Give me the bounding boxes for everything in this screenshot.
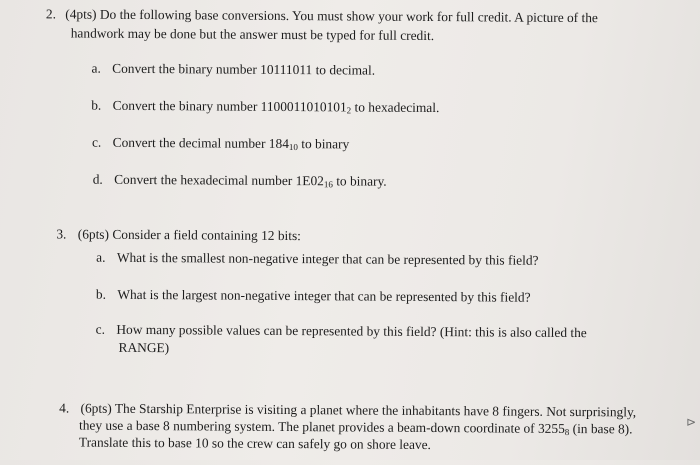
q3-part-c-text: How many possible values can be represented by this field? (Hint: this is also called the [116, 321, 587, 341]
q2-number: 2. [45, 6, 57, 22]
q2-part-c-base: 10 [288, 142, 298, 153]
q2-part-b [91, 98, 439, 116]
q2-part-b-text: Convert the binary number 1100011010101 [112, 97, 347, 115]
q2-part-b-base: 2 [346, 105, 352, 116]
q2-part-b-label: b. [91, 97, 102, 113]
q2-part-c-text-end: to binary [297, 136, 350, 152]
q2-part-a-text: Convert the binary number 10111011 to decimal. [112, 60, 376, 78]
q4-base: 8 [564, 426, 570, 437]
q2-line-1 [46, 6, 598, 26]
q3-part-a-text: What is the smallest non-negative integer that can be represented by this field? [116, 249, 539, 268]
q3-part-b [96, 287, 531, 306]
q3-part-c [96, 322, 587, 341]
q2-part-d-label: d. [92, 171, 103, 187]
q3-text-line-1: (6pts) Consider a field containing 12 bits: [77, 226, 301, 244]
q2-part-d-text-end: to binary. [332, 173, 387, 189]
q4-number: 4. [59, 400, 70, 416]
q3-part-a [96, 250, 538, 269]
q2-part-d-base: 16 [323, 179, 333, 190]
q2-part-a-label: a. [91, 60, 101, 76]
q4-text-line-2: they use a base 8 numbering system. The planet provides a beam-down coordinate of 3255 [78, 417, 565, 436]
q2-part-c-text: Convert the decimal number 184 [112, 134, 289, 152]
arrow-marker-icon: ⊳ [685, 415, 696, 429]
q3-part-b-label: b. [95, 286, 107, 302]
q3-part-c-label: c. [95, 321, 106, 337]
q2-part-c [92, 135, 349, 153]
q2-text-line-2: handwork may be done but the answer must be typed for full credit. [70, 25, 435, 44]
q3-part-c-text-line-2: RANGE) [118, 339, 170, 356]
q3-part-b-text: What is the largest non-negative integer that can be represented by this field? [117, 286, 531, 305]
q2-text-line-1: (4pts) Do the following base conversions. You must show your work for full credit. A picture of the [65, 6, 598, 26]
q3-part-a-label: a. [96, 249, 106, 265]
q4-text-line-3: Translate this to base 10 so the crew can safely go on shore leave. [78, 434, 431, 453]
q2-part-c-label: c. [91, 134, 102, 150]
q4-text-line-2-end: (in base 8). [569, 420, 633, 437]
q3-line-1 [56, 226, 301, 244]
q3-number: 3. [56, 226, 67, 242]
q2-part-d [93, 172, 387, 190]
q4-text-line-1: (6pts) The Starship Enterprise is visiting a planet where the inhabitants have 8 fingers. Not surprisingly, [80, 400, 637, 420]
q2-part-d-text: Convert the hexadecimal number 1E02 [114, 171, 324, 189]
q2-part-b-text-end: to hexadecimal. [351, 99, 440, 116]
q2-part-a [91, 61, 375, 79]
